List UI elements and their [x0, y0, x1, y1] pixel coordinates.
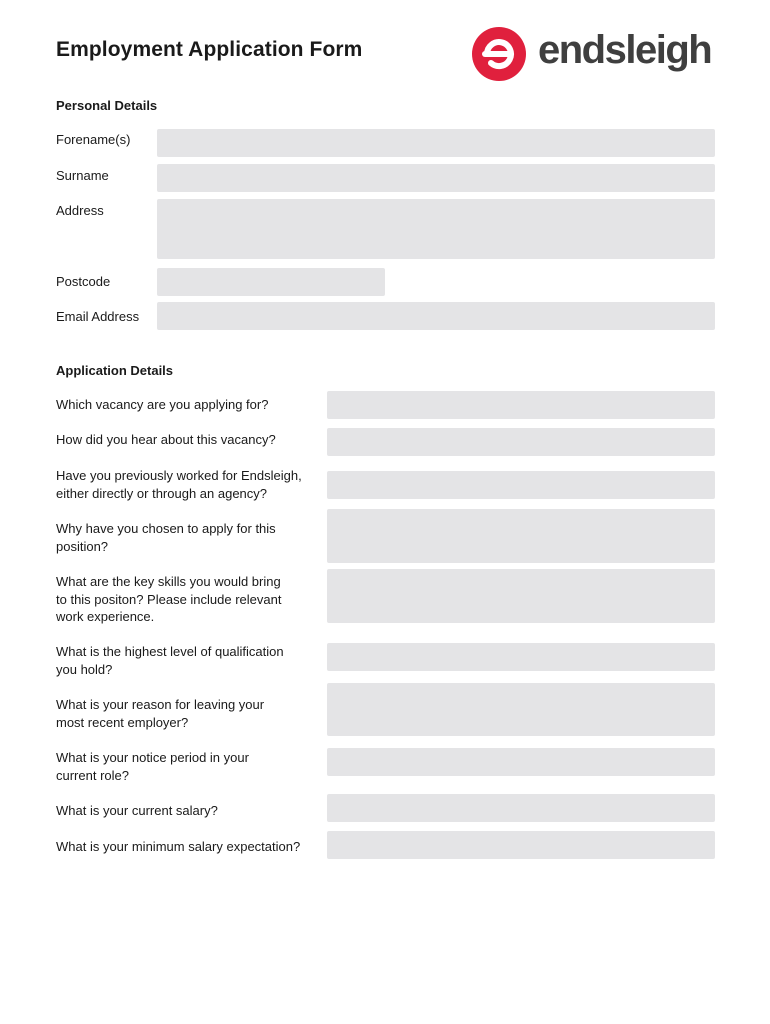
- hear-about-question: How did you hear about this vacancy?: [56, 432, 276, 447]
- hear-about-input[interactable]: [327, 428, 715, 456]
- endsleigh-e-logo-icon: [470, 25, 530, 83]
- notice-period-question-line1: What is your notice period in your: [56, 750, 249, 765]
- key-skills-question-line2: to this positon? Please include relevant: [56, 592, 282, 607]
- forename-input[interactable]: [157, 129, 715, 157]
- key-skills-question-line1: What are the key skills you would bring: [56, 574, 281, 589]
- vacancy-input[interactable]: [327, 391, 715, 419]
- minimum-salary-question: What is your minimum salary expectation?: [56, 839, 301, 854]
- minimum-salary-input[interactable]: [327, 831, 715, 859]
- current-salary-input[interactable]: [327, 794, 715, 822]
- current-salary-question: What is your current salary?: [56, 803, 218, 818]
- key-skills-question-line3: work experience.: [56, 609, 155, 624]
- page-title: Employment Application Form: [56, 38, 363, 61]
- notice-period-input[interactable]: [327, 748, 715, 776]
- reason-leaving-input[interactable]: [327, 683, 715, 736]
- email-input[interactable]: [157, 302, 715, 330]
- qualification-question-line1: What is the highest level of qualification: [56, 644, 284, 659]
- forename-label: Forename(s): [56, 132, 131, 147]
- reason-leaving-question-line2: most recent employer?: [56, 715, 189, 730]
- address-input[interactable]: [157, 199, 715, 259]
- vacancy-question: Which vacancy are you applying for?: [56, 397, 269, 412]
- application-details-heading: Application Details: [56, 363, 174, 378]
- surname-label: Surname: [56, 168, 109, 183]
- why-apply-input[interactable]: [327, 509, 715, 563]
- personal-details-heading: Personal Details: [56, 98, 158, 113]
- previously-worked-input[interactable]: [327, 471, 715, 499]
- postcode-label: Postcode: [56, 274, 111, 289]
- logo-wordmark: endsleigh: [538, 28, 712, 72]
- reason-leaving-question-line1: What is your reason for leaving your: [56, 697, 265, 712]
- qualification-question-line2: you hold?: [56, 662, 113, 677]
- previously-worked-question-line2: either directly or through an agency?: [56, 486, 268, 501]
- why-apply-question-line1: Why have you chosen to apply for this: [56, 521, 276, 536]
- key-skills-input[interactable]: [327, 569, 715, 623]
- qualification-input[interactable]: [327, 643, 715, 671]
- address-label: Address: [56, 203, 104, 218]
- email-label: Email Address: [56, 309, 140, 324]
- postcode-input[interactable]: [157, 268, 385, 296]
- notice-period-question-line2: current role?: [56, 768, 129, 783]
- previously-worked-question-line1: Have you previously worked for Endsleigh,: [56, 468, 302, 483]
- surname-input[interactable]: [157, 164, 715, 192]
- why-apply-question-line2: position?: [56, 539, 109, 554]
